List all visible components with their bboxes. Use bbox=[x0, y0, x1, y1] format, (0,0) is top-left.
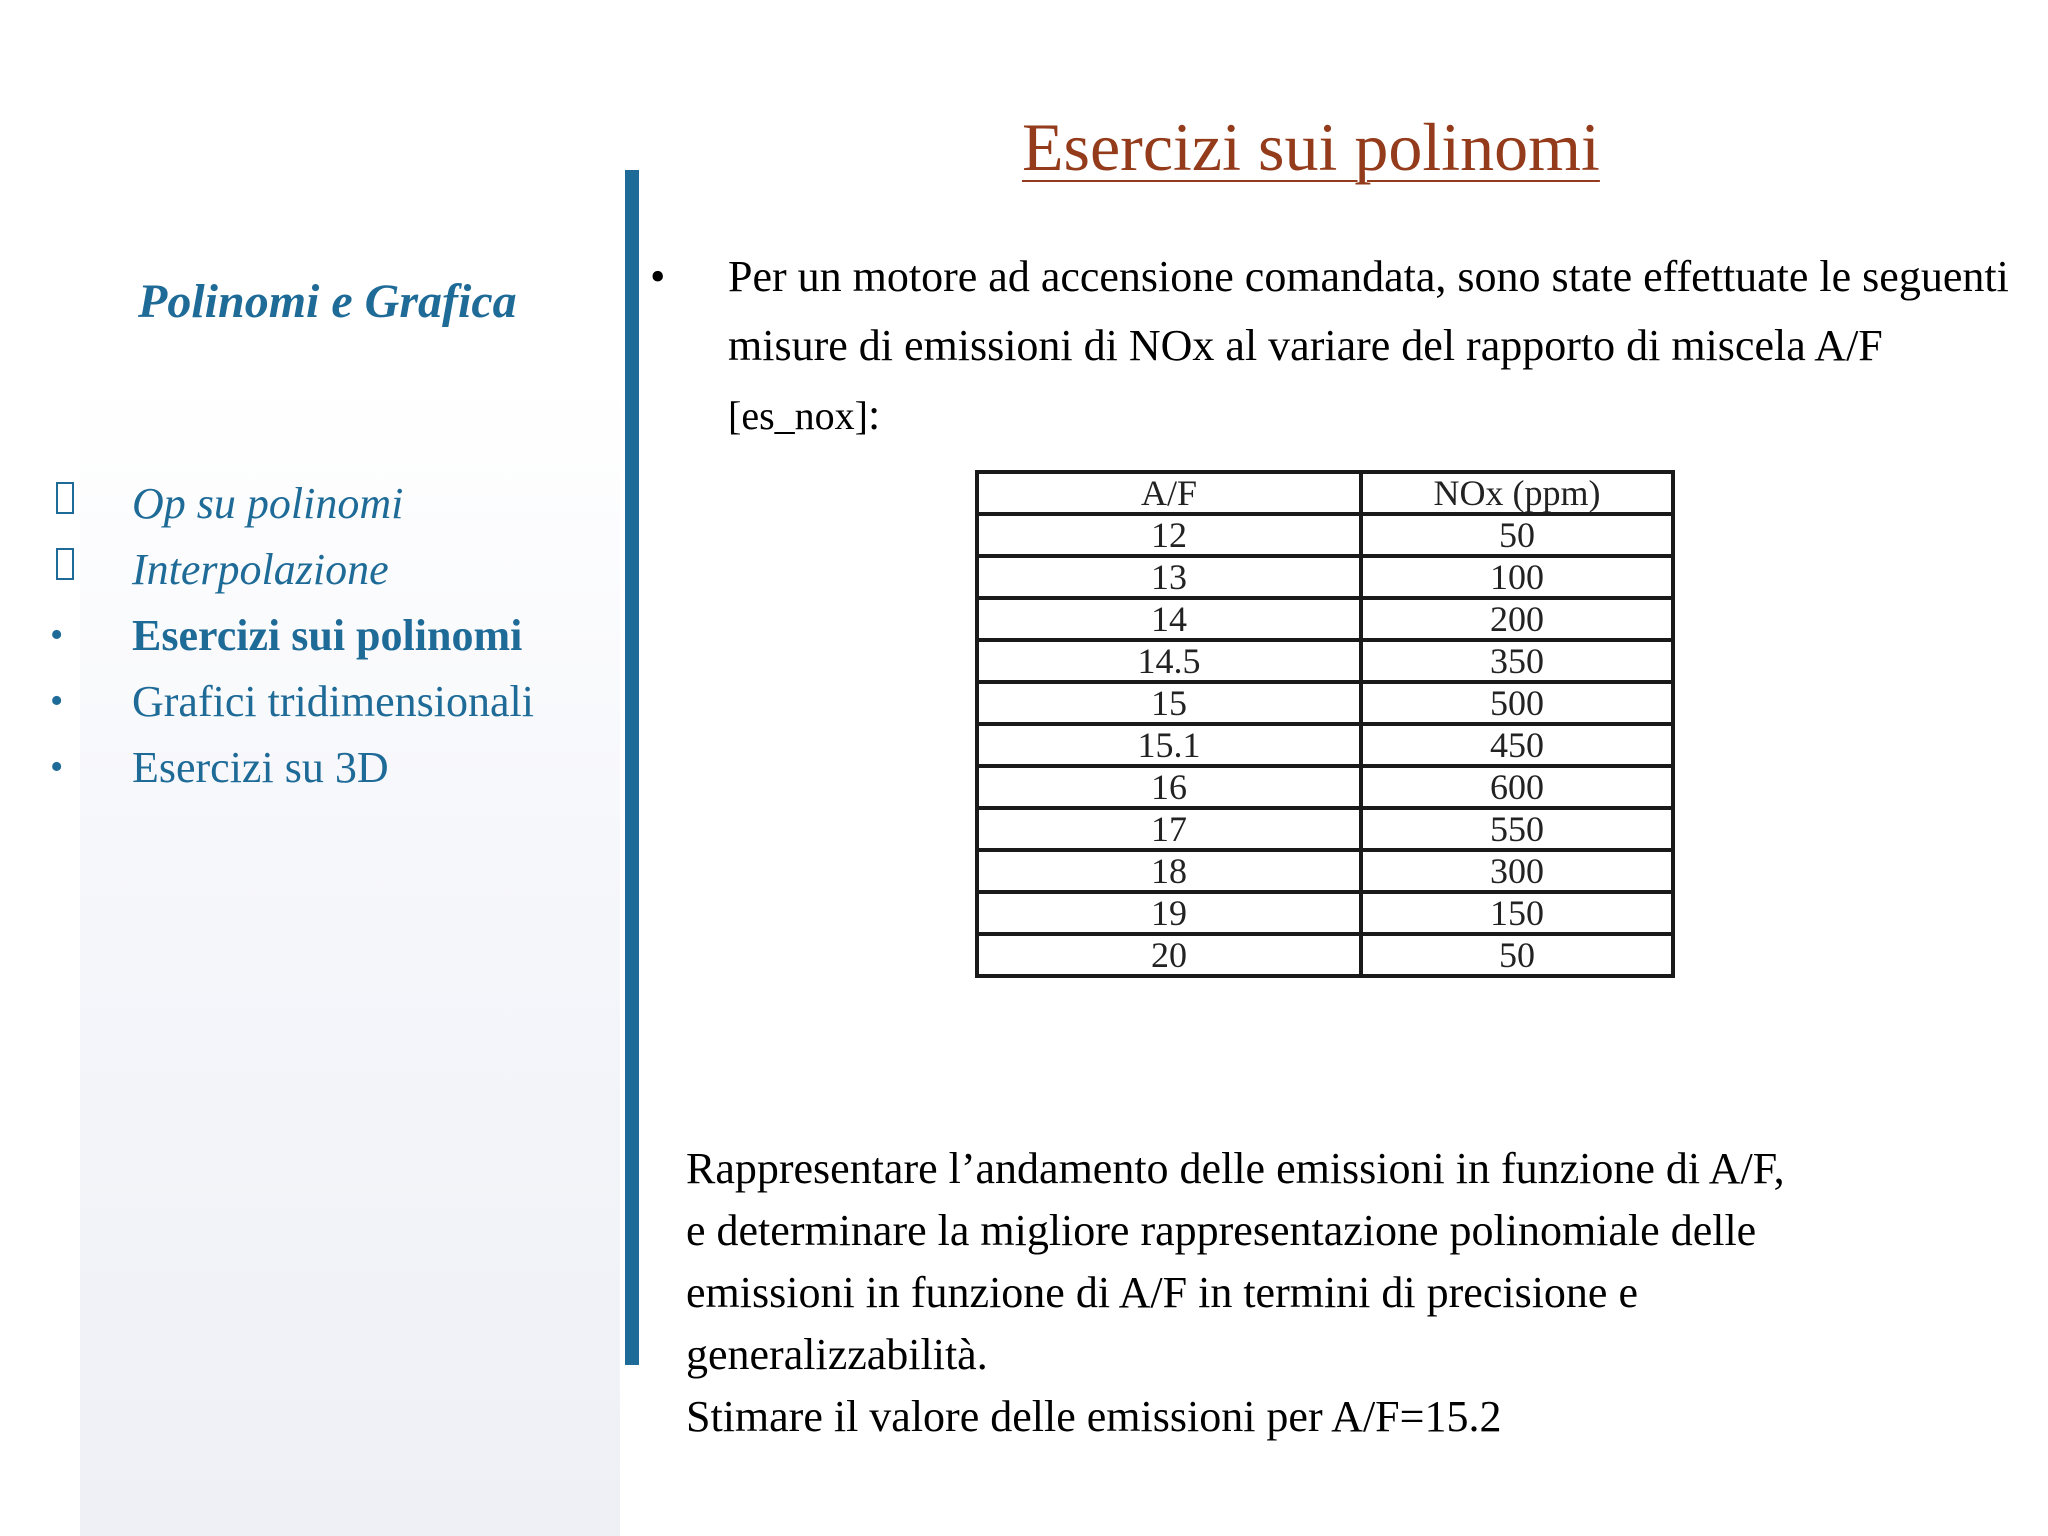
column-header-af: A/F bbox=[977, 472, 1361, 514]
table-body bbox=[977, 514, 1673, 976]
cell-nox: 600 bbox=[1361, 766, 1673, 808]
column-header-nox: NOx (ppm) bbox=[1361, 472, 1673, 514]
cell-af: 14.5 bbox=[977, 640, 1361, 682]
cell-af: 14 bbox=[977, 598, 1361, 640]
cell-nox: 150 bbox=[1361, 892, 1673, 934]
cell-nox: 450 bbox=[1361, 724, 1673, 766]
table-row bbox=[977, 514, 1673, 556]
slide-title: Esercizi sui polinomi bbox=[1022, 109, 1600, 185]
cell-af: 16 bbox=[977, 766, 1361, 808]
sidebar-item-label: Esercizi sui polinomi bbox=[132, 610, 523, 660]
cell-af: 20 bbox=[977, 934, 1361, 976]
cell-nox: 550 bbox=[1361, 808, 1673, 850]
table-header-row bbox=[977, 472, 1673, 514]
intro-end: : bbox=[867, 390, 881, 439]
sidebar-item-label: Esercizi su 3D bbox=[132, 742, 389, 792]
table-row bbox=[977, 850, 1673, 892]
bullet-icon: • bbox=[50, 746, 64, 788]
cell-af: 15.1 bbox=[977, 724, 1361, 766]
table-row bbox=[977, 640, 1673, 682]
cell-nox: 50 bbox=[1361, 934, 1673, 976]
sidebar-item-label: Interpolazione bbox=[132, 544, 389, 594]
conclusion-paragraph bbox=[686, 1138, 2026, 1448]
table-row bbox=[977, 766, 1673, 808]
conclusion-line: generalizzabilità. bbox=[686, 1330, 988, 1379]
bullet-icon: • bbox=[50, 614, 64, 656]
table-row bbox=[977, 598, 1673, 640]
cell-af: 13 bbox=[977, 556, 1361, 598]
conclusion-line: Rappresentare l’andamento delle emissioni in funzione di A/F, bbox=[686, 1144, 1785, 1193]
cell-af: 17 bbox=[977, 808, 1361, 850]
intro-sentence: Per un motore ad accensione comandata, sono state effettuate le seguenti misure di emissioni di NOx al variare del rapporto di miscela A/F bbox=[728, 252, 2009, 370]
cell-af: 19 bbox=[977, 892, 1361, 934]
conclusion-line: emissioni in funzione di A/F in termini di precisione e bbox=[686, 1268, 1638, 1317]
intro-text bbox=[728, 242, 2030, 450]
cell-af: 15 bbox=[977, 682, 1361, 724]
cell-af: 18 bbox=[977, 850, 1361, 892]
table-row bbox=[977, 808, 1673, 850]
table-row bbox=[977, 682, 1673, 724]
checkbox-icon bbox=[56, 548, 74, 580]
cell-nox: 500 bbox=[1361, 682, 1673, 724]
conclusion-line: e determinare la migliore rappresentazione polinomiale delle bbox=[686, 1206, 1757, 1255]
nox-data-table bbox=[975, 470, 1675, 978]
sidebar-item-label: Op su polinomi bbox=[132, 478, 404, 528]
section-title: Polinomi e Grafica bbox=[138, 275, 517, 328]
checkbox-icon bbox=[56, 482, 74, 514]
cell-nox: 350 bbox=[1361, 640, 1673, 682]
intro-paragraph bbox=[650, 242, 2030, 450]
cell-nox: 200 bbox=[1361, 598, 1673, 640]
cell-nox: 300 bbox=[1361, 850, 1673, 892]
table-row bbox=[977, 892, 1673, 934]
bullet-icon: • bbox=[50, 680, 64, 722]
sidebar-item-label: Grafici tridimensionali bbox=[132, 676, 534, 726]
cell-af: 12 bbox=[977, 514, 1361, 556]
intro-reference: [es_nox] bbox=[728, 393, 868, 438]
cell-nox: 50 bbox=[1361, 514, 1673, 556]
table-row bbox=[977, 934, 1673, 976]
cell-nox: 100 bbox=[1361, 556, 1673, 598]
bullet-icon: • bbox=[650, 252, 666, 301]
table-row bbox=[977, 724, 1673, 766]
table-row bbox=[977, 556, 1673, 598]
conclusion-line: Stimare il valore delle emissioni per A/F=15.2 bbox=[686, 1392, 1502, 1441]
vertical-divider bbox=[625, 170, 639, 1365]
